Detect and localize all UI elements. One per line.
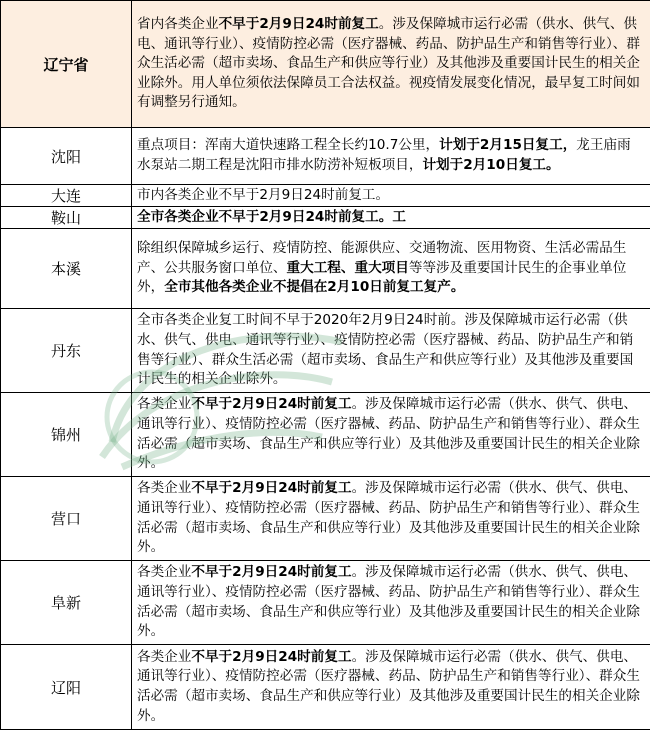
policy-text-cell — [132, 207, 650, 229]
policy-text: 各类企业 — [137, 649, 191, 665]
table-body — [1, 1, 650, 730]
city-cell: 辽阳 — [1, 645, 132, 730]
city-cell: 大连 — [1, 185, 132, 207]
policy-text-bold: 工。工 — [365, 209, 406, 225]
table-row — [1, 207, 650, 229]
table-row — [1, 309, 650, 393]
policy-text: 各类企业 — [137, 564, 191, 580]
policy-text-bold: 全市其他各类企业不提倡在2月10日前复工复产。 — [164, 279, 464, 295]
policy-text: 。涉及保障城市运行必需（供水、供气、供电、通讯等行业）、疫情防控必需（医疗器械、药品、防护品生产和销售等行业）、群众生活必需（超市卖场、食品生产和供应等行业）及其他涉及重要国计民生的相关企业除外。 — [137, 480, 640, 555]
policy-text-bold: 不早于2月9日24时前复工 — [219, 16, 379, 32]
policy-text-cell — [132, 561, 650, 645]
policy-text: 全市各类企业复工时间不早于2020年2月9日24时前。涉及保障城市运行必需（供水、供气、供电、通讯等行业）、疫情防控必需（医疗器械、药品、防护品生产和销售等行业）、群众生活必需（超市卖场、食品生产和供应等行业）及其他涉及重要国计民生的相关企业除外。 — [137, 312, 633, 387]
policy-text-bold: 不早于2月9日24时前复工 — [191, 649, 351, 665]
city-cell: 本溪 — [1, 229, 132, 309]
city-cell: 丹东 — [1, 309, 132, 393]
city-cell: 阜新 — [1, 561, 132, 645]
policy-text-cell — [132, 309, 650, 393]
table-row — [1, 477, 650, 561]
policy-text: 。涉及保障城市运行必需（供水、供气、供电、通讯等行业）、疫情防控必需（医疗器械、药品、防护品生产和销售等行业）、群众生活必需（超市卖场、食品生产和供应等行业）及其他涉及重要国计民生的相关企业除外。 — [137, 649, 640, 724]
policy-text-bold: 重大工程、重大项目 — [287, 260, 409, 276]
table-row — [1, 561, 650, 645]
city-cell: 辽宁省 — [1, 1, 132, 128]
policy-text: 重点项目：浑南大道快速路工程全长约10.7公里， — [137, 137, 439, 153]
policy-text: 省内各类企业 — [137, 16, 219, 32]
policy-text-bold: 不早于2月9日24时前复工 — [191, 396, 351, 412]
policy-text-cell — [132, 185, 650, 207]
policy-text: 除组织保障城乡运行、疫情防控、能源供应、交通物流、医用物资、生活必需品生产、公共服务窗口单位、 — [137, 240, 626, 276]
policy-text-bold: 计划于2月10日复工。 — [422, 157, 559, 173]
policy-text: 各类企业 — [137, 396, 191, 412]
policy-text-bold: 全市各类企业不早于2月9日24时前复 — [137, 209, 365, 225]
policy-text: 市内各类企业不早于2月9日24时前复工。 — [137, 187, 389, 203]
table-row — [1, 128, 650, 185]
policy-text-cell — [132, 393, 650, 477]
policy-text-bold: 不早于2月9日24时前复工 — [191, 564, 351, 580]
city-cell: 鞍山 — [1, 207, 132, 229]
policy-text-cell — [132, 1, 650, 128]
table-row — [1, 1, 650, 128]
policy-text-bold: 计划于2月15日复工， — [439, 137, 576, 153]
table-row — [1, 229, 650, 309]
city-cell: 锦州 — [1, 393, 132, 477]
table-row — [1, 185, 650, 207]
policy-text: 。涉及保障城市运行必需（供水、供气、供电、通讯等行业）、疫情防控必需（医疗器械、药品、防护品生产和销售等行业）、群众生活必需（超市卖场、食品生产和供应等行业）及其他涉及重要国计民生的相关企业除外。 — [137, 396, 640, 471]
policy-text-cell — [132, 128, 650, 185]
policy-text: 各类企业 — [137, 480, 191, 496]
policy-text: 龙王庙雨水泵站二期工程是沈阳市排水防涝补短板项目， — [137, 137, 631, 173]
policy-text: 等等涉及重要国计民生的企事业单位外， — [137, 260, 626, 296]
city-cell: 营口 — [1, 477, 132, 561]
city-cell: 沈阳 — [1, 128, 132, 185]
table-row — [1, 393, 650, 477]
policy-text: 。涉及保障城市运行必需（供水、供气、供电、通讯等行业）、疫情防控必需（医疗器械、药品、防护品生产和销售等行业）、群众生活必需（超市卖场、食品生产和供应等行业）及其他涉及重要国计民生的相关企业除外。用人单位须依法保障员工合法权益。视疫情发展变化情况，最早复工时间如有调整另行通知。 — [137, 16, 640, 110]
policy-text: 。涉及保障城市运行必需（供水、供气、供电、通讯等行业）、疫情防控必需（医疗器械、药品、防护品生产和销售等行业）、群众生活必需（超市卖场、食品生产和供应等行业）及其他涉及重要国计民生的相关企业除外。 — [137, 564, 640, 639]
policy-text-cell — [132, 645, 650, 730]
table-row — [1, 645, 650, 730]
policy-text-cell — [132, 229, 650, 309]
policy-text-cell — [132, 477, 650, 561]
policy-text-bold: 不早于2月9日24时前复工 — [191, 480, 351, 496]
